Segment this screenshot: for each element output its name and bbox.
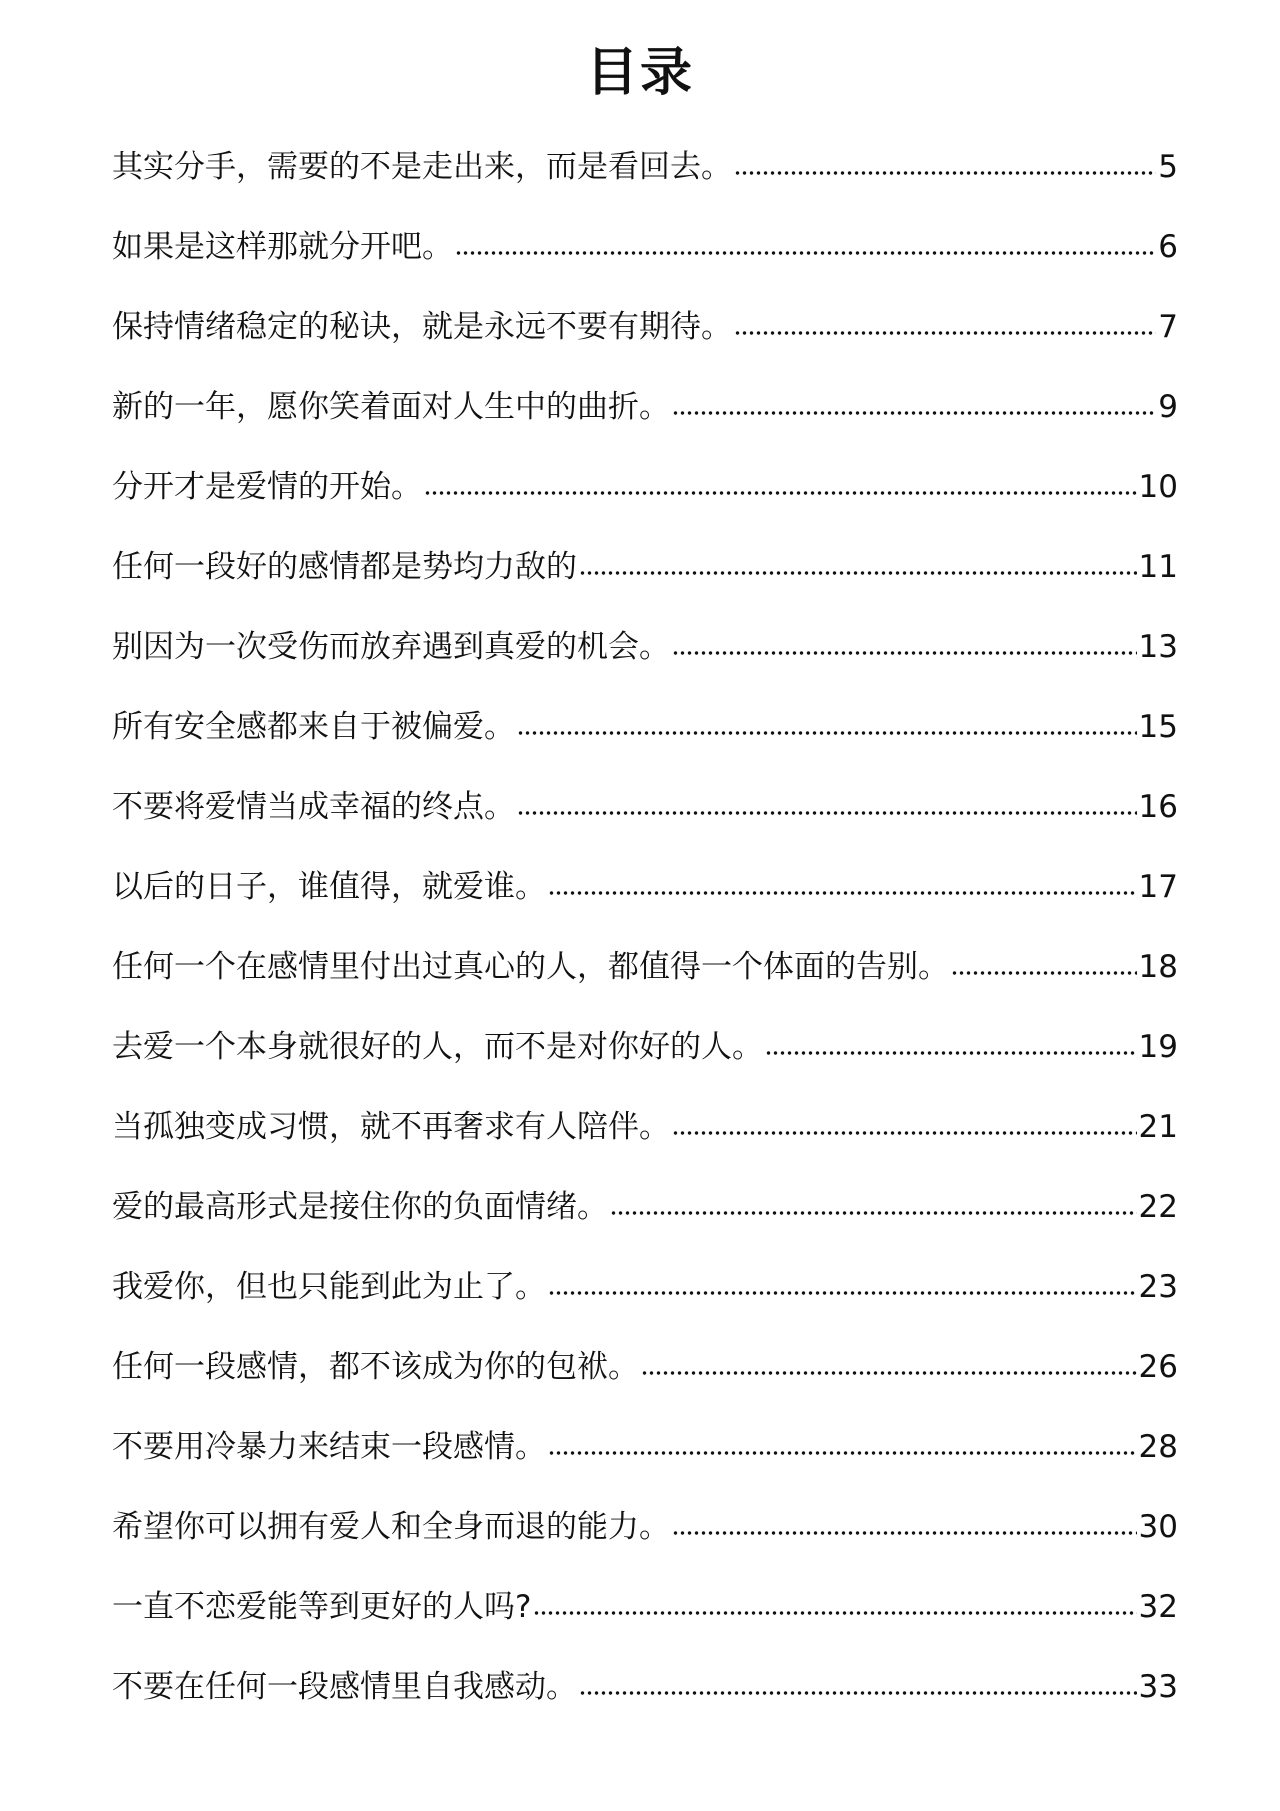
toc-entry[interactable] (112, 707, 1178, 787)
toc-entry-page: 22 (1138, 1189, 1178, 1225)
dot-leader (765, 1051, 1137, 1055)
toc-entry-title: 其实分手，需要的不是走出来，而是看回去。 (112, 149, 732, 185)
toc-entry[interactable] (112, 227, 1178, 307)
dot-leader (517, 731, 1137, 735)
dot-leader (672, 1131, 1137, 1135)
toc-entry-page: 6 (1158, 229, 1178, 265)
toc-entry-title: 希望你可以拥有爱人和全身而退的能力。 (112, 1509, 670, 1545)
toc-entry-page: 15 (1138, 709, 1178, 745)
toc-entry-page: 10 (1138, 469, 1178, 505)
toc-entry[interactable] (112, 867, 1178, 947)
toc-entry-title: 去爱一个本身就很好的人，而不是对你好的人。 (112, 1029, 763, 1065)
toc-entry-page: 13 (1138, 629, 1178, 665)
toc-entry-page: 33 (1138, 1669, 1178, 1705)
toc-entry-title: 别因为一次受伤而放弃遇到真爱的机会。 (112, 629, 670, 665)
toc-entry-title: 保持情绪稳定的秘诀，就是永远不要有期待。 (112, 309, 732, 345)
toc-entry[interactable] (112, 547, 1178, 627)
table-of-contents (112, 147, 1178, 1747)
toc-entry[interactable] (112, 467, 1178, 547)
toc-entry-title: 任何一段感情，都不该成为你的包袱。 (112, 1349, 639, 1385)
toc-entry[interactable] (112, 1107, 1178, 1187)
dot-leader (951, 971, 1137, 975)
toc-entry[interactable] (112, 387, 1178, 467)
dot-leader (455, 251, 1156, 255)
toc-entry-title: 我爱你，但也只能到此为止了。 (112, 1269, 546, 1305)
toc-entry-page: 21 (1138, 1109, 1178, 1145)
toc-entry-page: 26 (1138, 1349, 1178, 1385)
dot-leader (734, 331, 1156, 335)
toc-entry[interactable] (112, 1187, 1178, 1267)
dot-leader (672, 411, 1156, 415)
dot-leader (641, 1371, 1137, 1375)
toc-entry[interactable] (112, 1507, 1178, 1587)
toc-entry-page: 32 (1138, 1589, 1178, 1625)
toc-entry-title: 不要将爱情当成幸福的终点。 (112, 789, 515, 825)
toc-entry[interactable] (112, 1347, 1178, 1427)
dot-leader (548, 1451, 1137, 1455)
toc-entry-page: 11 (1138, 549, 1178, 585)
dot-leader (517, 811, 1137, 815)
toc-entry[interactable] (112, 147, 1178, 227)
toc-entry-title: 新的一年，愿你笑着面对人生中的曲折。 (112, 389, 670, 425)
toc-entry[interactable] (112, 1427, 1178, 1507)
dot-leader (734, 171, 1156, 175)
toc-entry-title: 一直不恋爱能等到更好的人吗? (112, 1589, 532, 1625)
toc-entry[interactable] (112, 1027, 1178, 1107)
page-title: 目录 (585, 42, 694, 103)
toc-entry-title: 不要在任何一段感情里自我感动。 (112, 1669, 577, 1705)
toc-entry-page: 17 (1138, 869, 1178, 905)
toc-entry[interactable] (112, 1267, 1178, 1347)
toc-entry-page: 9 (1158, 389, 1178, 425)
toc-entry-title: 如果是这样那就分开吧。 (112, 229, 453, 265)
toc-entry[interactable] (112, 947, 1178, 1027)
toc-entry-title: 不要用冷暴力来结束一段感情。 (112, 1429, 546, 1465)
toc-entry-page: 16 (1138, 789, 1178, 825)
toc-entry-title: 所有安全感都来自于被偏爱。 (112, 709, 515, 745)
dot-leader (579, 571, 1137, 575)
dot-leader (610, 1211, 1137, 1215)
toc-entry-page: 28 (1138, 1429, 1178, 1465)
toc-entry[interactable] (112, 627, 1178, 707)
toc-entry[interactable] (112, 1587, 1178, 1667)
dot-leader (424, 491, 1137, 495)
toc-entry-page: 23 (1138, 1269, 1178, 1305)
toc-entry-title: 爱的最高形式是接住你的负面情绪。 (112, 1189, 608, 1225)
toc-entry-title: 分开才是爱情的开始。 (112, 469, 422, 505)
toc-entry-page: 5 (1158, 149, 1178, 185)
dot-leader (533, 1611, 1136, 1615)
toc-entry-page: 19 (1138, 1029, 1178, 1065)
dot-leader (672, 1531, 1137, 1535)
toc-entry-title: 任何一个在感情里付出过真心的人，都值得一个体面的告别。 (112, 949, 949, 985)
dot-leader (672, 651, 1137, 655)
toc-entry-page: 7 (1158, 309, 1178, 345)
toc-entry[interactable] (112, 1667, 1178, 1747)
dot-leader (548, 891, 1137, 895)
toc-entry-title: 以后的日子，谁值得，就爱谁。 (112, 869, 546, 905)
toc-entry-page: 30 (1138, 1509, 1178, 1545)
toc-entry-title: 当孤独变成习惯，就不再奢求有人陪伴。 (112, 1109, 670, 1145)
dot-leader (579, 1691, 1137, 1695)
toc-entry-page: 18 (1138, 949, 1178, 985)
dot-leader (548, 1291, 1137, 1295)
toc-entry-title: 任何一段好的感情都是势均力敌的 (112, 549, 577, 585)
toc-entry[interactable] (112, 787, 1178, 867)
toc-entry[interactable] (112, 307, 1178, 387)
